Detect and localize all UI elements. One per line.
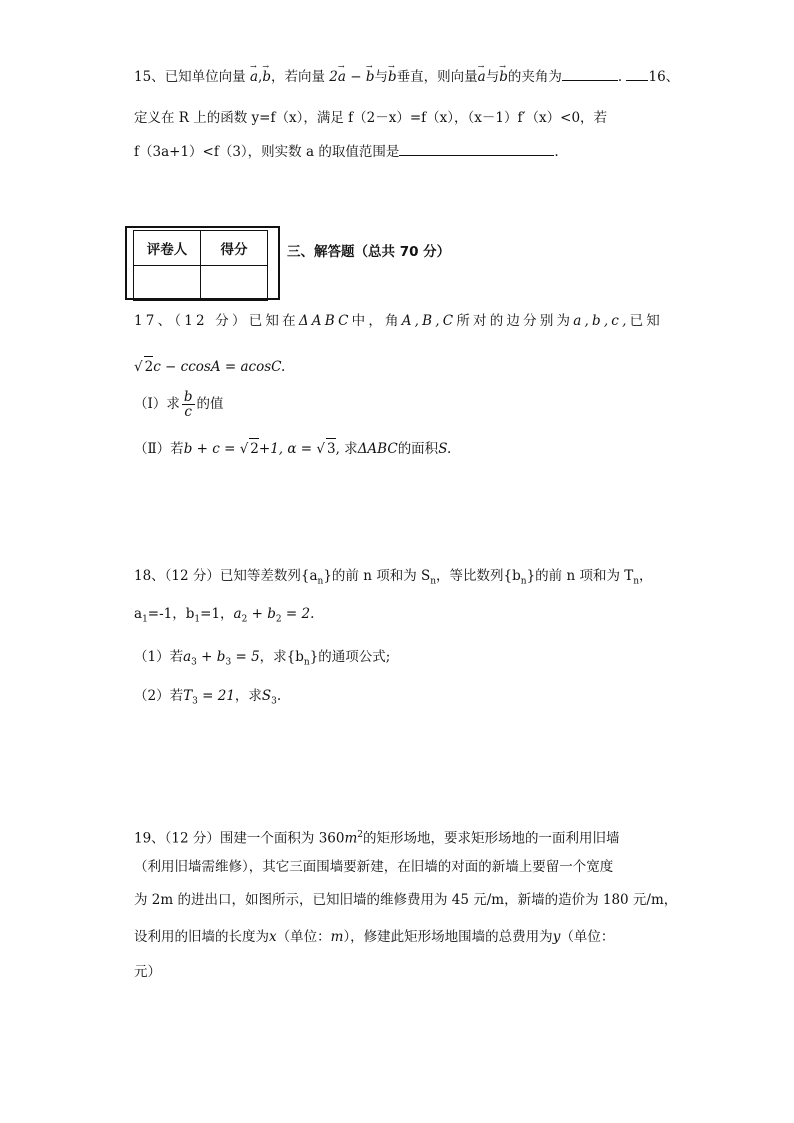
q18-text-e: ， bbox=[639, 568, 653, 584]
q15-text-f: 的夹角为 bbox=[507, 69, 562, 85]
q18-part-2: （2）若$T_3 = 21$，求$S_3$. bbox=[134, 688, 282, 707]
q18-a: a bbox=[134, 606, 143, 622]
q17-root2: 3 bbox=[327, 441, 336, 457]
q17-part2-label: （Ⅱ）若 bbox=[134, 441, 184, 457]
plus: + bbox=[247, 606, 268, 622]
q19-line4-b: （单位： bbox=[276, 929, 331, 945]
q16-number: 16、 bbox=[648, 69, 680, 85]
q17-part-2: （Ⅱ）若b + c = √ 2+1, α = √ 3, 求ΔABC的面积S. bbox=[134, 438, 451, 459]
q18-expr-a: a bbox=[233, 606, 242, 622]
q18-p1-plus: + bbox=[196, 649, 217, 665]
q16-line1-text: 定义在 R 上的函数 y=f（x），满足 f（2－x）=f（x），（x－1）f′（x）<0，若 bbox=[134, 110, 608, 126]
q16-line-1 bbox=[134, 108, 607, 128]
q19-var-y: y bbox=[552, 929, 561, 945]
q18-eq: = 2. bbox=[281, 606, 315, 622]
q18-p2-T: T bbox=[183, 688, 193, 704]
q16-line2-text: f（3a+1）<f（3），则实数 a 的取值范围是 bbox=[134, 144, 400, 160]
q17-part1-label: （Ⅰ）求 bbox=[134, 396, 180, 412]
q17-part2-expr2: +1, α = bbox=[258, 441, 313, 457]
q19-line-1 bbox=[134, 825, 620, 849]
q19-text-b: 的矩形场地，要求矩形场地的一面利用旧墙 bbox=[363, 830, 620, 847]
q16-line-2 bbox=[134, 141, 559, 162]
q17-part2-end: 的面积 bbox=[397, 441, 439, 457]
q17-text-d: 已知 bbox=[629, 313, 663, 329]
q19-line4-c: ），修建此矩形场地围墙的总费用为 bbox=[343, 929, 553, 945]
q18-p2-label: （2）若 bbox=[134, 688, 184, 704]
q16-answer-blank[interactable] bbox=[399, 141, 554, 156]
q15-text-d: 垂直，则向量 bbox=[396, 69, 478, 85]
q18-expr-b: b bbox=[267, 606, 276, 622]
q15-line: 15、已知单位向量 → a,→ b，若向量 2→ a − → b与→ b垂直，则向量→ a与→ b的夹角为 . 16、 bbox=[134, 66, 679, 87]
grader-box bbox=[125, 226, 280, 300]
q18-p2-eq: = 21 bbox=[197, 688, 235, 704]
vector-b: → b bbox=[262, 67, 271, 87]
q17-part2-mid: , 求 bbox=[335, 441, 358, 457]
score-cell[interactable] bbox=[201, 266, 268, 301]
q19-line3-text: 为 2m 的进出口，如图所示，已知旧墙的维修费用为 45 元/m，新墙的造价为 180 元/m， bbox=[134, 892, 678, 908]
q18-p1-d: }的通项公式; bbox=[309, 649, 391, 665]
q19-line5-text: 元） bbox=[134, 964, 161, 980]
q18-part-1: （1）若$a_3 + b_3 = 5$，求$\{b_n\}$的通项公式; bbox=[134, 649, 391, 668]
q15-expr-2: 2 bbox=[329, 69, 338, 85]
q18-text-c1: =1， bbox=[200, 606, 234, 622]
q18-p1-label: （1）若 bbox=[134, 649, 184, 665]
q15-text-e: 与 bbox=[485, 69, 500, 85]
q18-line-1: 18、（12 分）已知等差数列$\{a_n\}$的前 n 项和为 $S_n$，等比数列$\{b_n\}$的前 n 项和为 $T_n$， bbox=[134, 568, 653, 587]
q17-part2-S: S. bbox=[438, 441, 452, 457]
q17-part2-triangle: ΔABC bbox=[357, 441, 398, 457]
q19-line4-a: 设利用的旧墙的长度为 bbox=[134, 929, 269, 945]
q17-part2-expr1: b + c = bbox=[183, 441, 236, 457]
q19-line2-text: （利用旧墙需维修），其它三面围墙要新建，在旧墙的对面的新墙上要留一个宽度 bbox=[134, 859, 614, 875]
q17-triangle: ΔABC bbox=[298, 313, 352, 329]
fraction-numerator: b bbox=[183, 389, 193, 405]
q19-intro: 19、（12 分）围建一个面积为 360 bbox=[134, 830, 345, 847]
q15-end: . bbox=[617, 69, 623, 85]
reviewer-header: 评卷人 bbox=[134, 231, 201, 266]
q18-p1-eq: = 5 bbox=[231, 649, 260, 665]
q17-line-1 bbox=[134, 311, 663, 331]
q17-root1: 2 bbox=[250, 441, 259, 457]
q17-sides: a,b,c, bbox=[573, 313, 630, 329]
score-header: 得分 bbox=[201, 231, 268, 266]
q18-p1-c: ，求{b bbox=[259, 649, 304, 665]
q19-unit-m2: m bbox=[330, 929, 344, 945]
q19-line-2 bbox=[134, 857, 613, 877]
q15-text-b: ，若向量 bbox=[271, 69, 325, 85]
q17-part-1 bbox=[134, 390, 224, 419]
grader-table bbox=[133, 230, 268, 301]
q17-radicand: 2 bbox=[144, 359, 154, 375]
q16-line2-end: . bbox=[554, 144, 559, 160]
sub-2: 2 bbox=[241, 614, 248, 625]
q18-text-b1: =-1，b bbox=[147, 606, 195, 622]
section-title: 三、解答题（总共 70 分） bbox=[287, 244, 451, 260]
q17-equation: c − ccosA = acosC. bbox=[153, 359, 286, 375]
q19-var-x: x bbox=[269, 929, 277, 945]
q15-spacer-blank bbox=[626, 66, 648, 81]
q18-p2-b: ，求 bbox=[234, 688, 262, 704]
sup-2: 2 bbox=[357, 830, 364, 840]
q19-line4-d: （单位： bbox=[560, 929, 615, 945]
q17-part1-end: 的值 bbox=[196, 396, 224, 412]
q17-intro: 17、（12 分）已知在 bbox=[134, 313, 299, 329]
q19-line-3 bbox=[134, 890, 677, 910]
sub-1: 1 bbox=[142, 614, 148, 625]
sqrt-sign: √ bbox=[134, 359, 143, 375]
q18-p2-end: . bbox=[276, 688, 282, 704]
q18-p1-a: a bbox=[183, 649, 192, 665]
q15-answer-blank[interactable] bbox=[562, 66, 618, 81]
reviewer-cell[interactable] bbox=[134, 266, 201, 301]
q18-p1-b: b bbox=[216, 649, 226, 665]
q15-number: 15、 bbox=[134, 69, 165, 85]
q15-text-c: 与 bbox=[374, 69, 389, 85]
q17-line-2 bbox=[134, 356, 285, 377]
q17-angles: A,B,C bbox=[401, 313, 457, 329]
q18-text-c: ，等比数列{b bbox=[436, 568, 521, 584]
q18-text-b: }的前 n 项和为 S bbox=[323, 568, 431, 584]
vector-a: → a bbox=[250, 67, 258, 87]
fraction-b-over-c bbox=[182, 390, 195, 419]
q18-line-2: $a_1=-1$，$b_1=1$，$a_2 + b_2 = 2$. bbox=[134, 606, 315, 625]
sub-n: n bbox=[317, 576, 324, 587]
q19-line-4 bbox=[134, 927, 614, 947]
q15-text-a: 已知单位向量 bbox=[164, 69, 246, 85]
q19-unit-m: m bbox=[344, 830, 358, 847]
q18-text-d: }的前 n 项和为 T bbox=[526, 568, 634, 584]
q17-text-c: 所对的边分别为 bbox=[456, 313, 574, 329]
q19-line-5 bbox=[134, 962, 161, 982]
q18-intro: 18、（12 分）已知等差数列{a bbox=[134, 568, 318, 584]
fraction-denominator: c bbox=[184, 404, 192, 420]
q17-text-b: 中，角 bbox=[351, 313, 402, 329]
q18-p2-S: S bbox=[261, 688, 272, 704]
sub-3: 3 bbox=[191, 657, 197, 668]
